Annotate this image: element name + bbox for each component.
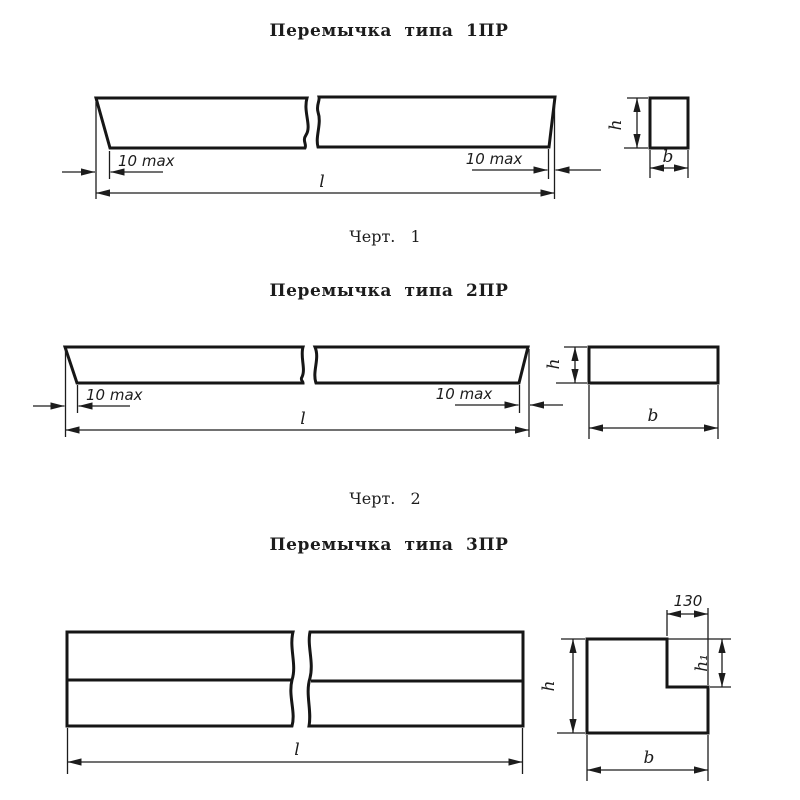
beam-right-piece (315, 347, 528, 383)
section-width-label: b (647, 406, 659, 426)
section-outline (589, 347, 718, 383)
offset-left-label: 10 max (86, 386, 143, 404)
figure-1pr-drawing (62, 97, 688, 199)
offset-right-label: 10 max (465, 150, 523, 168)
section-height-label: h (606, 119, 626, 131)
section-height-label: h (544, 358, 564, 370)
figure-1pr-title: Перемычка типа 1ПР (269, 21, 509, 41)
section-height-label: h (539, 680, 559, 692)
figure-3pr-drawing (67, 592, 731, 781)
figure-3pr-title: Перемычка типа 3ПР (269, 535, 509, 555)
offset-left-label: 10 max (118, 152, 175, 170)
beam-right-piece (308, 632, 523, 726)
beam-left-piece (65, 347, 303, 383)
notch-depth-label: h₁ (692, 654, 712, 672)
section-outline (650, 98, 688, 148)
length-label: l (319, 172, 325, 192)
figure-1-caption: Черт. 1 (349, 227, 421, 246)
notch-width-label: 130 (673, 592, 703, 610)
length-label: l (294, 740, 300, 760)
beam-left-piece (96, 98, 308, 148)
figure-2pr-drawing (33, 347, 718, 439)
length-label: l (300, 409, 306, 429)
figure-2pr-title: Перемычка типа 2ПР (269, 281, 509, 301)
beam-right-piece (317, 97, 555, 147)
figure-2-caption: Черт. 2 (349, 489, 421, 508)
section-width-label: b (662, 147, 674, 167)
section-width-label: b (643, 748, 655, 768)
section-outline (587, 639, 708, 733)
offset-right-label: 10 max (435, 385, 493, 403)
